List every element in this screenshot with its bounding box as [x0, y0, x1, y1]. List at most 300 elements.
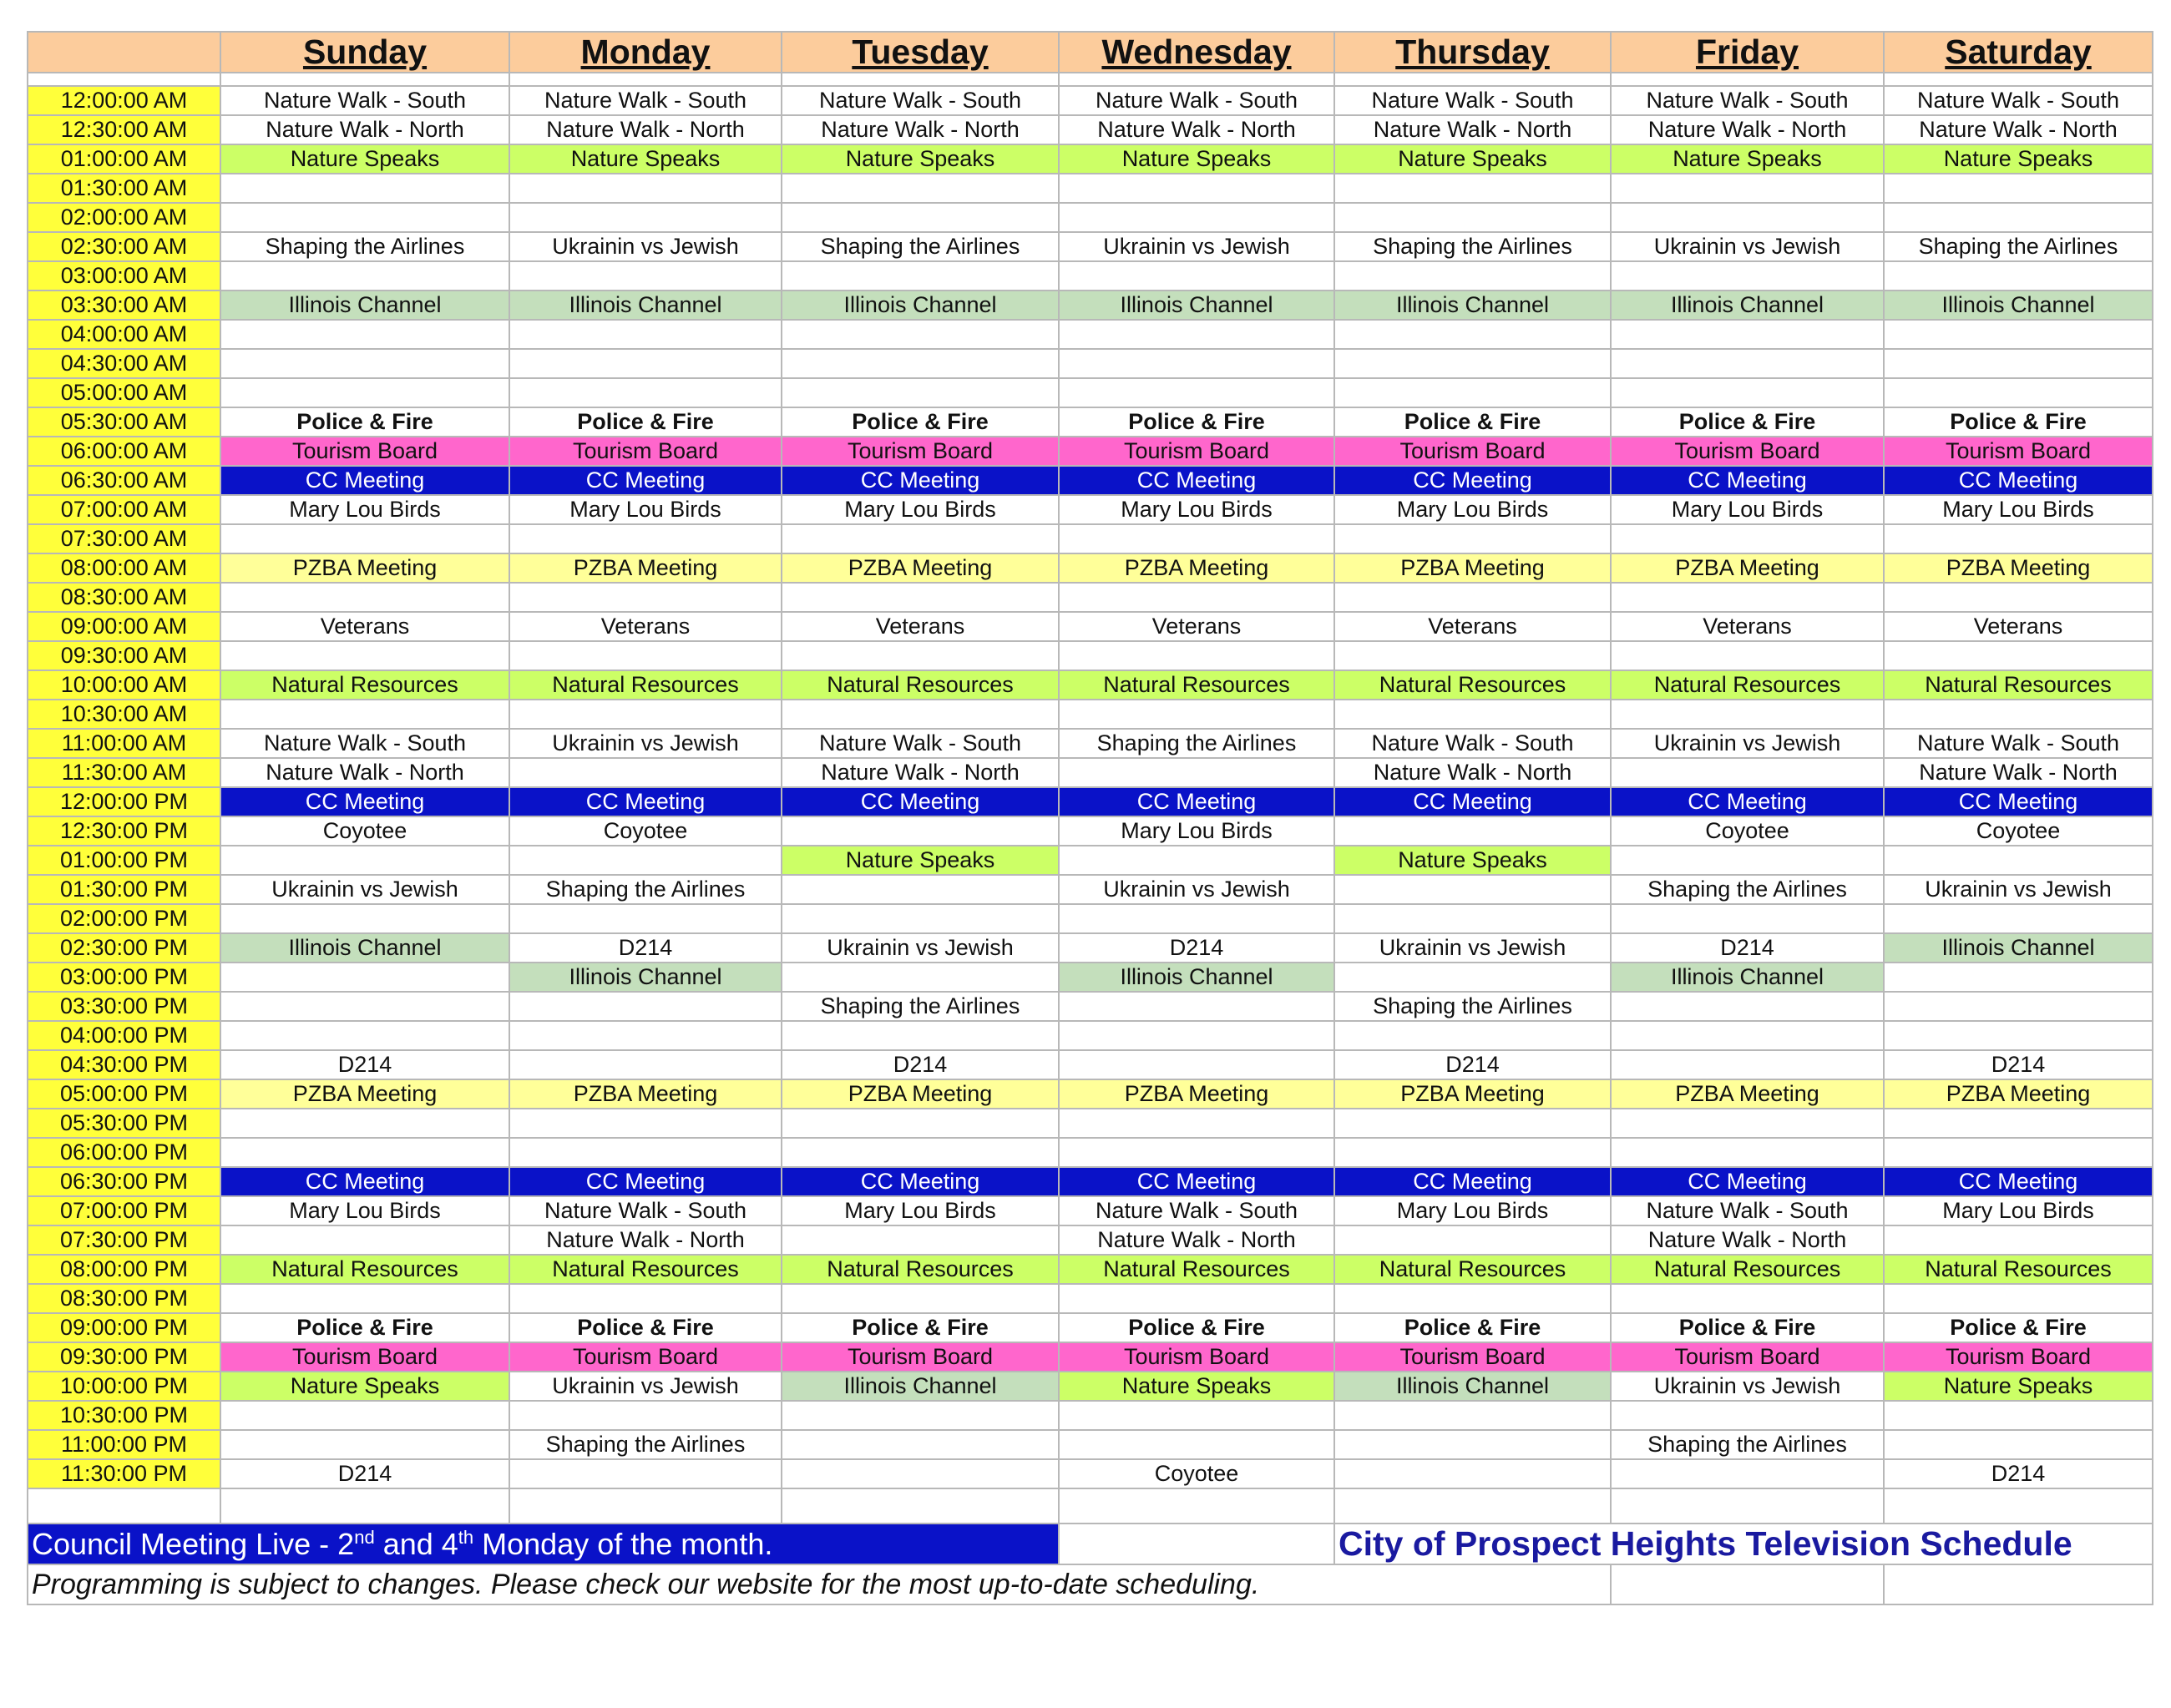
time-slot-label: 10:00:00 PM: [28, 1372, 220, 1401]
program-cell-tuesday: [782, 1138, 1059, 1167]
program-cell-friday: [1611, 1401, 1884, 1430]
program-cell-friday: Veterans: [1611, 612, 1884, 641]
time-slot-label: 03:30:00 AM: [28, 291, 220, 320]
program-cell-wednesday: [1059, 846, 1334, 875]
program-cell-tuesday: Shaping the Airlines: [782, 992, 1059, 1021]
corner-cell: [28, 32, 220, 73]
time-slot-label: 06:30:00 AM: [28, 466, 220, 495]
time-slot-label: 02:00:00 AM: [28, 203, 220, 232]
schedule-row: [28, 495, 2153, 524]
time-slot-label: 12:00:00 AM: [28, 86, 220, 115]
program-cell-wednesday: PZBA Meeting: [1059, 1079, 1334, 1109]
program-cell-monday: PZBA Meeting: [509, 553, 782, 583]
program-cell-wednesday: [1059, 174, 1334, 203]
program-cell-friday: Nature Walk - South: [1611, 1196, 1884, 1225]
program-cell-monday: [509, 846, 782, 875]
program-cell-sunday: Tourism Board: [220, 437, 509, 466]
schedule-row: [28, 86, 2153, 115]
program-cell-thursday: Tourism Board: [1334, 1342, 1611, 1372]
program-cell-friday: Illinois Channel: [1611, 963, 1884, 992]
program-cell-wednesday: PZBA Meeting: [1059, 553, 1334, 583]
program-cell-friday: PZBA Meeting: [1611, 1079, 1884, 1109]
schedule-row: [28, 553, 2153, 583]
program-cell-sunday: [220, 174, 509, 203]
program-cell-wednesday: [1059, 1021, 1334, 1050]
header-row: [28, 32, 2153, 73]
program-cell-monday: Nature Walk - South: [509, 1196, 782, 1225]
schedule-row: [28, 1109, 2153, 1138]
program-cell-tuesday: Nature Walk - North: [782, 758, 1059, 787]
program-cell-tuesday: CC Meeting: [782, 1167, 1059, 1196]
program-cell-wednesday: [1059, 378, 1334, 407]
schedule-row: [28, 963, 2153, 992]
time-slot-label: 11:30:00 AM: [28, 758, 220, 787]
program-cell-friday: Natural Resources: [1611, 1255, 1884, 1284]
schedule-table: [27, 31, 2153, 1605]
program-cell-saturday: [1884, 1021, 2153, 1050]
program-cell-thursday: PZBA Meeting: [1334, 1079, 1611, 1109]
program-cell-tuesday: [782, 378, 1059, 407]
program-cell-monday: Illinois Channel: [509, 963, 782, 992]
program-cell-wednesday: Mary Lou Birds: [1059, 816, 1334, 846]
time-slot-label: 12:30:00 PM: [28, 816, 220, 846]
program-cell-tuesday: [782, 261, 1059, 291]
program-cell-thursday: Nature Walk - South: [1334, 86, 1611, 115]
program-cell-wednesday: [1059, 904, 1334, 933]
time-slot-label: 08:00:00 PM: [28, 1255, 220, 1284]
program-cell-saturday: Nature Speaks: [1884, 144, 2153, 174]
day-header-sunday: Sunday: [220, 32, 509, 73]
program-cell-tuesday: Veterans: [782, 612, 1059, 641]
program-cell-saturday: [1884, 1401, 2153, 1430]
program-cell-wednesday: Police & Fire: [1059, 407, 1334, 437]
program-cell-friday: Ukrainin vs Jewish: [1611, 232, 1884, 261]
program-cell-saturday: Nature Walk - South: [1884, 729, 2153, 758]
program-cell-friday: [1611, 1459, 1884, 1488]
program-cell-thursday: [1334, 1284, 1611, 1313]
program-cell-monday: PZBA Meeting: [509, 1079, 782, 1109]
program-cell-wednesday: [1059, 583, 1334, 612]
program-cell-saturday: [1884, 1138, 2153, 1167]
program-cell-tuesday: Nature Walk - North: [782, 115, 1059, 144]
program-cell-thursday: Natural Resources: [1334, 670, 1611, 700]
program-cell-thursday: CC Meeting: [1334, 787, 1611, 816]
schedule-row: [28, 787, 2153, 816]
program-cell-sunday: Natural Resources: [220, 670, 509, 700]
schedule-row: [28, 466, 2153, 495]
program-cell-monday: [509, 261, 782, 291]
program-cell-thursday: [1334, 349, 1611, 378]
time-slot-label: 07:00:00 PM: [28, 1196, 220, 1225]
program-cell-sunday: [220, 524, 509, 553]
program-cell-wednesday: [1059, 700, 1334, 729]
program-cell-wednesday: Natural Resources: [1059, 1255, 1334, 1284]
program-cell-thursday: Ukrainin vs Jewish: [1334, 933, 1611, 963]
program-cell-tuesday: PZBA Meeting: [782, 553, 1059, 583]
schedule-row: [28, 144, 2153, 174]
program-cell-thursday: [1334, 320, 1611, 349]
schedule-row: [28, 729, 2153, 758]
program-cell-thursday: Nature Walk - North: [1334, 115, 1611, 144]
program-cell-monday: Nature Speaks: [509, 144, 782, 174]
program-cell-saturday: CC Meeting: [1884, 1167, 2153, 1196]
program-cell-wednesday: Ukrainin vs Jewish: [1059, 875, 1334, 904]
program-cell-friday: Mary Lou Birds: [1611, 495, 1884, 524]
disclaimer-text: Programming is subject to changes. Please check our website for the most up-to-date scheduling.: [28, 1564, 1611, 1604]
program-cell-friday: [1611, 349, 1884, 378]
schedule-row: [28, 1167, 2153, 1196]
program-cell-monday: Illinois Channel: [509, 291, 782, 320]
program-cell-tuesday: [782, 1021, 1059, 1050]
program-cell-friday: [1611, 992, 1884, 1021]
program-cell-saturday: Mary Lou Birds: [1884, 1196, 2153, 1225]
program-cell-sunday: Police & Fire: [220, 1313, 509, 1342]
schedule-row: [28, 320, 2153, 349]
program-cell-sunday: [220, 320, 509, 349]
program-cell-thursday: [1334, 904, 1611, 933]
program-cell-tuesday: Tourism Board: [782, 437, 1059, 466]
program-cell-saturday: [1884, 700, 2153, 729]
time-slot-label: 07:30:00 PM: [28, 1225, 220, 1255]
time-slot-label: 08:00:00 AM: [28, 553, 220, 583]
program-cell-tuesday: [782, 524, 1059, 553]
day-header-monday: Monday: [509, 32, 782, 73]
program-cell-saturday: [1884, 583, 2153, 612]
program-cell-thursday: Veterans: [1334, 612, 1611, 641]
program-cell-wednesday: Ukrainin vs Jewish: [1059, 232, 1334, 261]
program-cell-saturday: [1884, 174, 2153, 203]
day-header-wednesday: Wednesday: [1059, 32, 1334, 73]
program-cell-monday: [509, 203, 782, 232]
program-cell-wednesday: Illinois Channel: [1059, 963, 1334, 992]
program-cell-wednesday: [1059, 203, 1334, 232]
program-cell-wednesday: CC Meeting: [1059, 787, 1334, 816]
day-header-thursday: Thursday: [1334, 32, 1611, 73]
day-header-saturday: Saturday: [1884, 32, 2153, 73]
program-cell-tuesday: [782, 320, 1059, 349]
time-slot-label: 08:30:00 PM: [28, 1284, 220, 1313]
program-cell-friday: Ukrainin vs Jewish: [1611, 729, 1884, 758]
schedule-row: [28, 612, 2153, 641]
blank-row: [28, 1488, 2153, 1524]
program-cell-sunday: [220, 349, 509, 378]
program-cell-wednesday: [1059, 1284, 1334, 1313]
program-cell-sunday: Nature Walk - South: [220, 86, 509, 115]
station-title: City of Prospect Heights Television Schedule: [1334, 1524, 2153, 1564]
program-cell-sunday: Veterans: [220, 612, 509, 641]
program-cell-tuesday: [782, 203, 1059, 232]
program-cell-wednesday: Nature Walk - North: [1059, 115, 1334, 144]
program-cell-sunday: Natural Resources: [220, 1255, 509, 1284]
program-cell-thursday: [1334, 1138, 1611, 1167]
program-cell-sunday: PZBA Meeting: [220, 553, 509, 583]
program-cell-sunday: PZBA Meeting: [220, 1079, 509, 1109]
program-cell-tuesday: Nature Speaks: [782, 846, 1059, 875]
program-cell-wednesday: Tourism Board: [1059, 437, 1334, 466]
program-cell-monday: CC Meeting: [509, 787, 782, 816]
program-cell-thursday: [1334, 1459, 1611, 1488]
program-cell-saturday: Mary Lou Birds: [1884, 495, 2153, 524]
program-cell-saturday: [1884, 904, 2153, 933]
program-cell-sunday: [220, 846, 509, 875]
schedule-sheet: [27, 31, 2153, 1605]
program-cell-friday: Natural Resources: [1611, 670, 1884, 700]
program-cell-tuesday: [782, 1225, 1059, 1255]
program-cell-monday: Nature Walk - South: [509, 86, 782, 115]
program-cell-saturday: Coyotee: [1884, 816, 2153, 846]
time-slot-label: 12:00:00 PM: [28, 787, 220, 816]
program-cell-wednesday: [1059, 758, 1334, 787]
program-cell-thursday: Police & Fire: [1334, 407, 1611, 437]
program-cell-thursday: [1334, 700, 1611, 729]
program-cell-sunday: Nature Speaks: [220, 144, 509, 174]
schedule-row: [28, 1050, 2153, 1079]
program-cell-thursday: Natural Resources: [1334, 1255, 1611, 1284]
program-cell-sunday: Coyotee: [220, 816, 509, 846]
program-cell-tuesday: [782, 1284, 1059, 1313]
program-cell-thursday: [1334, 1109, 1611, 1138]
program-cell-friday: [1611, 700, 1884, 729]
program-cell-thursday: [1334, 1021, 1611, 1050]
program-cell-friday: D214: [1611, 933, 1884, 963]
time-slot-label: 06:00:00 PM: [28, 1138, 220, 1167]
program-cell-sunday: [220, 641, 509, 670]
program-cell-friday: Nature Speaks: [1611, 144, 1884, 174]
program-cell-thursday: Illinois Channel: [1334, 1372, 1611, 1401]
program-cell-monday: CC Meeting: [509, 1167, 782, 1196]
program-cell-thursday: Shaping the Airlines: [1334, 232, 1611, 261]
program-cell-saturday: [1884, 1109, 2153, 1138]
program-cell-friday: CC Meeting: [1611, 787, 1884, 816]
schedule-row: [28, 700, 2153, 729]
program-cell-thursday: [1334, 378, 1611, 407]
program-cell-sunday: [220, 378, 509, 407]
program-cell-sunday: CC Meeting: [220, 1167, 509, 1196]
program-cell-monday: Coyotee: [509, 816, 782, 846]
program-cell-friday: Tourism Board: [1611, 1342, 1884, 1372]
program-cell-sunday: Illinois Channel: [220, 933, 509, 963]
program-cell-saturday: Police & Fire: [1884, 407, 2153, 437]
program-cell-saturday: [1884, 1225, 2153, 1255]
program-cell-saturday: [1884, 320, 2153, 349]
schedule-row: [28, 904, 2153, 933]
program-cell-saturday: Police & Fire: [1884, 1313, 2153, 1342]
program-cell-saturday: [1884, 261, 2153, 291]
program-cell-monday: Shaping the Airlines: [509, 875, 782, 904]
program-cell-tuesday: [782, 174, 1059, 203]
program-cell-monday: [509, 320, 782, 349]
program-cell-wednesday: [1059, 261, 1334, 291]
program-cell-friday: Nature Walk - North: [1611, 1225, 1884, 1255]
program-cell-monday: D214: [509, 933, 782, 963]
program-cell-friday: [1611, 758, 1884, 787]
program-cell-wednesday: [1059, 992, 1334, 1021]
time-slot-label: 12:30:00 AM: [28, 115, 220, 144]
program-cell-tuesday: D214: [782, 1050, 1059, 1079]
program-cell-tuesday: Illinois Channel: [782, 291, 1059, 320]
time-slot-label: 10:30:00 PM: [28, 1401, 220, 1430]
time-slot-label: 10:00:00 AM: [28, 670, 220, 700]
program-cell-thursday: [1334, 1430, 1611, 1459]
program-cell-sunday: CC Meeting: [220, 787, 509, 816]
program-cell-monday: [509, 641, 782, 670]
program-cell-sunday: Nature Speaks: [220, 1372, 509, 1401]
program-cell-sunday: [220, 1430, 509, 1459]
program-cell-tuesday: [782, 875, 1059, 904]
program-cell-sunday: D214: [220, 1459, 509, 1488]
schedule-row: [28, 261, 2153, 291]
program-cell-friday: [1611, 583, 1884, 612]
program-cell-saturday: [1884, 1284, 2153, 1313]
schedule-row: [28, 1079, 2153, 1109]
schedule-row: [28, 1430, 2153, 1459]
time-slot-label: 08:30:00 AM: [28, 583, 220, 612]
program-cell-tuesday: Illinois Channel: [782, 1372, 1059, 1401]
program-cell-monday: [509, 1284, 782, 1313]
schedule-row: [28, 875, 2153, 904]
time-slot-label: 11:30:00 PM: [28, 1459, 220, 1488]
program-cell-wednesday: [1059, 1401, 1334, 1430]
program-cell-monday: Mary Lou Birds: [509, 495, 782, 524]
program-cell-thursday: [1334, 203, 1611, 232]
program-cell-sunday: [220, 963, 509, 992]
program-cell-wednesday: Nature Walk - North: [1059, 1225, 1334, 1255]
schedule-row: [28, 291, 2153, 320]
program-cell-friday: Coyotee: [1611, 816, 1884, 846]
program-cell-friday: [1611, 1109, 1884, 1138]
time-slot-label: 04:30:00 AM: [28, 349, 220, 378]
program-cell-monday: Nature Walk - North: [509, 115, 782, 144]
program-cell-thursday: CC Meeting: [1334, 1167, 1611, 1196]
program-cell-monday: Police & Fire: [509, 1313, 782, 1342]
time-slot-label: 06:00:00 AM: [28, 437, 220, 466]
program-cell-wednesday: Nature Walk - South: [1059, 1196, 1334, 1225]
program-cell-thursday: CC Meeting: [1334, 466, 1611, 495]
program-cell-monday: [509, 904, 782, 933]
program-cell-sunday: Nature Walk - North: [220, 115, 509, 144]
program-cell-thursday: [1334, 174, 1611, 203]
schedule-row: [28, 1284, 2153, 1313]
program-cell-tuesday: Nature Speaks: [782, 144, 1059, 174]
time-slot-label: 06:30:00 PM: [28, 1167, 220, 1196]
time-slot-label: 02:00:00 PM: [28, 904, 220, 933]
program-cell-sunday: [220, 1284, 509, 1313]
program-cell-monday: [509, 1021, 782, 1050]
time-slot-label: 05:00:00 PM: [28, 1079, 220, 1109]
schedule-row: [28, 992, 2153, 1021]
program-cell-saturday: PZBA Meeting: [1884, 1079, 2153, 1109]
program-cell-friday: Shaping the Airlines: [1611, 875, 1884, 904]
program-cell-tuesday: [782, 963, 1059, 992]
program-cell-thursday: Mary Lou Birds: [1334, 495, 1611, 524]
program-cell-wednesday: [1059, 1109, 1334, 1138]
program-cell-thursday: Nature Walk - North: [1334, 758, 1611, 787]
time-slot-label: 09:00:00 AM: [28, 612, 220, 641]
program-cell-thursday: Nature Speaks: [1334, 846, 1611, 875]
program-cell-friday: CC Meeting: [1611, 466, 1884, 495]
time-slot-label: 04:00:00 AM: [28, 320, 220, 349]
program-cell-saturday: [1884, 641, 2153, 670]
program-cell-tuesday: PZBA Meeting: [782, 1079, 1059, 1109]
program-cell-saturday: [1884, 1430, 2153, 1459]
program-cell-friday: [1611, 846, 1884, 875]
program-cell-tuesday: [782, 700, 1059, 729]
program-cell-wednesday: Coyotee: [1059, 1459, 1334, 1488]
program-cell-friday: [1611, 904, 1884, 933]
program-cell-sunday: [220, 261, 509, 291]
program-cell-saturday: Tourism Board: [1884, 437, 2153, 466]
program-cell-saturday: [1884, 378, 2153, 407]
program-cell-saturday: PZBA Meeting: [1884, 553, 2153, 583]
program-cell-tuesday: Natural Resources: [782, 1255, 1059, 1284]
program-cell-friday: Nature Walk - North: [1611, 115, 1884, 144]
program-cell-monday: [509, 524, 782, 553]
program-cell-friday: [1611, 1050, 1884, 1079]
schedule-row: [28, 437, 2153, 466]
schedule-row: [28, 1342, 2153, 1372]
program-cell-sunday: [220, 1109, 509, 1138]
schedule-row: [28, 174, 2153, 203]
day-header-friday: Friday: [1611, 32, 1884, 73]
program-cell-monday: Tourism Board: [509, 1342, 782, 1372]
schedule-row: [28, 1372, 2153, 1401]
time-slot-label: 02:30:00 PM: [28, 933, 220, 963]
program-cell-saturday: [1884, 963, 2153, 992]
council-meeting-banner: Council Meeting Live - 2nd and 4th Monday of the month.: [28, 1524, 1059, 1564]
program-cell-friday: [1611, 1284, 1884, 1313]
program-cell-friday: Police & Fire: [1611, 1313, 1884, 1342]
program-cell-sunday: Nature Walk - North: [220, 758, 509, 787]
schedule-row: [28, 349, 2153, 378]
program-cell-monday: [509, 378, 782, 407]
program-cell-sunday: [220, 1225, 509, 1255]
program-cell-wednesday: [1059, 641, 1334, 670]
time-slot-label: 11:00:00 AM: [28, 729, 220, 758]
program-cell-tuesday: Shaping the Airlines: [782, 232, 1059, 261]
program-cell-sunday: [220, 1021, 509, 1050]
program-cell-wednesday: Shaping the Airlines: [1059, 729, 1334, 758]
program-cell-thursday: PZBA Meeting: [1334, 553, 1611, 583]
program-cell-tuesday: Nature Walk - South: [782, 86, 1059, 115]
program-cell-monday: [509, 700, 782, 729]
program-cell-thursday: [1334, 875, 1611, 904]
schedule-row: [28, 816, 2153, 846]
program-cell-tuesday: [782, 583, 1059, 612]
program-cell-sunday: Illinois Channel: [220, 291, 509, 320]
program-cell-friday: PZBA Meeting: [1611, 553, 1884, 583]
footer-disclaimer-row: [28, 1564, 2153, 1604]
time-slot-label: 04:30:00 PM: [28, 1050, 220, 1079]
program-cell-friday: Shaping the Airlines: [1611, 1430, 1884, 1459]
program-cell-friday: Police & Fire: [1611, 407, 1884, 437]
program-cell-sunday: [220, 1401, 509, 1430]
program-cell-wednesday: [1059, 320, 1334, 349]
program-cell-saturday: [1884, 524, 2153, 553]
program-cell-saturday: [1884, 203, 2153, 232]
program-cell-wednesday: Natural Resources: [1059, 670, 1334, 700]
program-cell-friday: [1611, 174, 1884, 203]
program-cell-monday: Natural Resources: [509, 670, 782, 700]
program-cell-tuesday: [782, 349, 1059, 378]
schedule-row: [28, 1255, 2153, 1284]
program-cell-monday: Veterans: [509, 612, 782, 641]
program-cell-sunday: CC Meeting: [220, 466, 509, 495]
time-slot-label: 07:30:00 AM: [28, 524, 220, 553]
footer-title-row: [28, 1524, 2153, 1564]
program-cell-wednesday: Police & Fire: [1059, 1313, 1334, 1342]
program-cell-monday: [509, 1050, 782, 1079]
time-slot-label: 04:00:00 PM: [28, 1021, 220, 1050]
